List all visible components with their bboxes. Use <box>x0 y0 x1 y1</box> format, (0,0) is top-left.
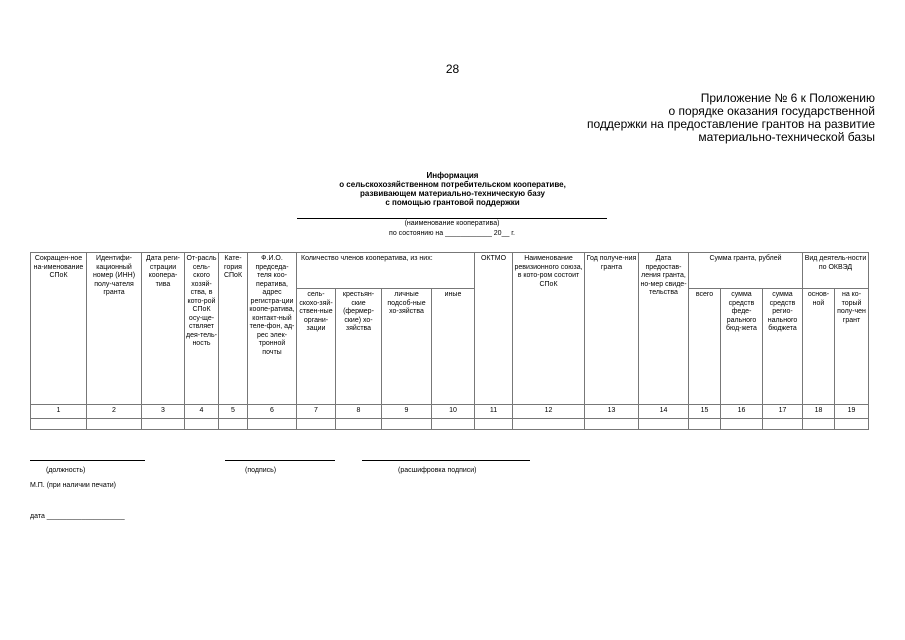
column-number: 3 <box>142 405 185 419</box>
header-audit-union: Наименование ревизионного союза, в кото-ром состоит СПоК <box>513 253 585 405</box>
header-members-other: иные <box>432 289 475 405</box>
header-members-private-plots: личные подсоб-ные хо-зяйства <box>382 289 432 405</box>
decoding-line <box>362 460 530 461</box>
column-number: 11 <box>475 405 513 419</box>
table-cell[interactable] <box>721 419 763 430</box>
table-cell[interactable] <box>475 419 513 430</box>
header-grant-year: Год получе-ния гранта <box>585 253 639 405</box>
column-number: 18 <box>803 405 835 419</box>
column-number: 9 <box>382 405 432 419</box>
header-inn: Идентифи-кационный номер (ИНН) полу-чателя гранта <box>87 253 142 405</box>
signature-line <box>225 460 335 461</box>
table-cell[interactable] <box>336 419 382 430</box>
column-number: 17 <box>763 405 803 419</box>
column-number: 16 <box>721 405 763 419</box>
column-number: 14 <box>639 405 689 419</box>
header-sum-federal: сумма средств феде-рального бюд-жета <box>721 289 763 405</box>
column-number: 2 <box>87 405 142 419</box>
header-okved-grant: на ко-торый полу-чен грант <box>835 289 869 405</box>
column-number: 8 <box>336 405 382 419</box>
table-cell[interactable] <box>835 419 869 430</box>
signature-caption: (подпись) <box>245 467 277 474</box>
table-cell[interactable] <box>382 419 432 430</box>
table-cell[interactable] <box>513 419 585 430</box>
table-cell[interactable] <box>185 419 219 430</box>
column-number: 19 <box>835 405 869 419</box>
header-members-agro-orgs: сель-скохо-зяй-ствен-ные органи-зации <box>297 289 336 405</box>
cooperative-name-caption: (наименование кооператива) <box>404 220 500 227</box>
cooperative-name-line <box>297 218 607 219</box>
column-number: 1 <box>31 405 87 419</box>
column-number: 12 <box>513 405 585 419</box>
appendix-line-3: поддержки на предоставление грантов на развитие <box>586 117 875 131</box>
title-line-1: Информация <box>426 171 479 180</box>
table-row <box>31 419 869 430</box>
table-cell[interactable] <box>803 419 835 430</box>
title-line-2: о сельскохозяйственном потребительском кооперативе, <box>339 180 566 189</box>
header-registration-date: Дата реги-страции коопера-тива <box>142 253 185 405</box>
as-of-date: по состоянию на ____________ 20__ г. <box>389 230 515 237</box>
table-cell[interactable] <box>87 419 142 430</box>
decoding-caption: (расшифровка подписи) <box>398 467 477 474</box>
header-sum-regional: сумма средств регио-нального бюджета <box>763 289 803 405</box>
header-grant-date: Дата предостав-ления гранта, но-мер свиде-тельства <box>639 253 689 405</box>
table-cell[interactable] <box>639 419 689 430</box>
header-members-farms: крестьян-ские (фермер-ские) хо-зяйства <box>336 289 382 405</box>
title-line-4: с помощью грантовой поддержки <box>385 198 520 207</box>
appendix-header <box>455 92 875 144</box>
position-caption: (должность) <box>46 467 86 474</box>
column-number: 4 <box>185 405 219 419</box>
stamp-label: М.П. (при наличии печати) <box>30 482 117 489</box>
table-cell[interactable] <box>763 419 803 430</box>
table-cell[interactable] <box>432 419 475 430</box>
header-members: Количество членов кооператива, из них: <box>297 253 475 289</box>
column-number: 7 <box>297 405 336 419</box>
header-oktmo: ОКТМО <box>475 253 513 405</box>
header-grant-sum: Сумма гранта, рублей <box>689 253 803 289</box>
column-number: 13 <box>585 405 639 419</box>
header-short-name: Сокращен-ное на-именование СПоК <box>31 253 87 405</box>
appendix-line-2: о порядке оказания государственной <box>668 104 875 118</box>
title-line-3: развивающем материально-техническую базу <box>360 189 545 198</box>
table-cell[interactable] <box>248 419 297 430</box>
appendix-line-4: материально-технической базы <box>698 130 875 144</box>
header-industry: От-расль сель-ского хозяй-ства, в кото-рой СПоК осу-ще-ствляет дея-тель-ность <box>185 253 219 405</box>
table-cell[interactable] <box>689 419 721 430</box>
column-number: 15 <box>689 405 721 419</box>
appendix-line-1: Приложение № 6 к Положению <box>700 91 875 105</box>
header-category: Кате-гория СПоК <box>219 253 248 405</box>
header-chairman: Ф.И.О. председа-теля коо-ператива, адрес регистра-ции коопе-ратива, контакт-ный теле-фон, ад-рес элек-тронной почты <box>248 253 297 405</box>
column-number: 10 <box>432 405 475 419</box>
table-cell[interactable] <box>142 419 185 430</box>
cooperative-info-table <box>30 252 869 430</box>
position-line <box>30 460 145 461</box>
header-sum-total: всего <box>689 289 721 405</box>
date-field: дата ____________________ <box>30 513 125 520</box>
header-okved-main: основ-ной <box>803 289 835 405</box>
page-number: 28 <box>445 62 460 76</box>
table-cell[interactable] <box>585 419 639 430</box>
column-number: 6 <box>248 405 297 419</box>
table-cell[interactable] <box>31 419 87 430</box>
header-okved: Вид деятель-ности по ОКВЭД <box>803 253 869 289</box>
table-cell[interactable] <box>297 419 336 430</box>
column-number: 5 <box>219 405 248 419</box>
form-title <box>0 171 905 207</box>
table-cell[interactable] <box>219 419 248 430</box>
